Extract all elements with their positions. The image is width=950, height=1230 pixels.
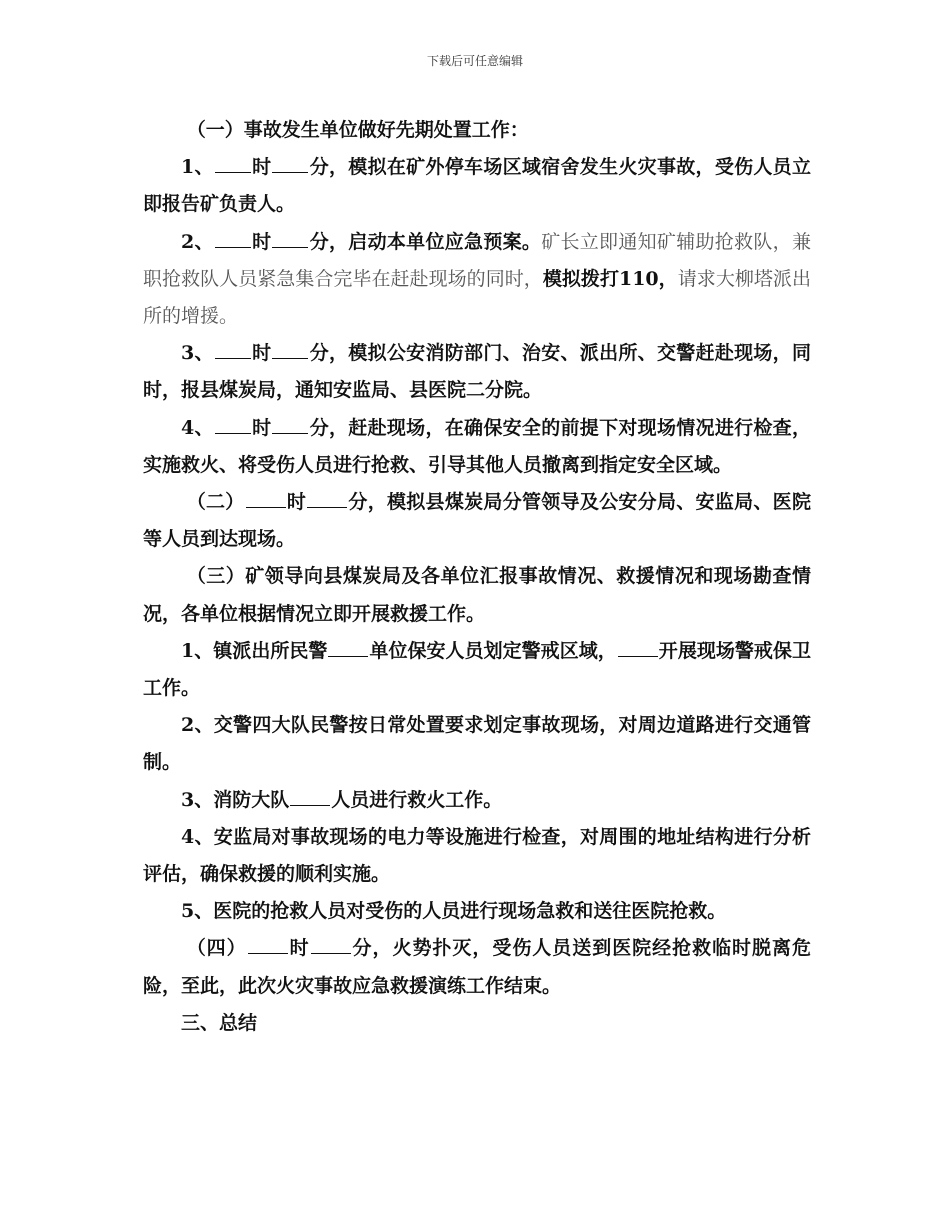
item-1-1 xyxy=(143,149,811,223)
text-segment: 1、 xyxy=(181,156,214,179)
blank-line xyxy=(246,489,286,508)
text-segment: 单位保安人员划定警戒区域， xyxy=(369,639,617,662)
text-segment: 时 xyxy=(288,937,310,960)
item-3-5 xyxy=(143,893,811,930)
blank-line xyxy=(215,154,251,173)
text-segment: 分，模拟公安消防部门、治安、派出所、交警赶赴现场，同时，报县煤炭局，通知安监局、县医院二分院。 xyxy=(143,342,811,402)
text-segment: 开展现场警戒保卫工作。 xyxy=(143,639,811,700)
text-segment: 分，模拟在矿外停车场区域宿舍发生火灾事故，受伤人员立即报告矿负责人。 xyxy=(143,156,811,216)
blank-line xyxy=(290,787,330,806)
blank-line xyxy=(311,935,351,954)
text-segment: 时 xyxy=(251,342,272,365)
text-segment: 1、镇派出所民警 xyxy=(181,639,328,662)
text-segment: （三）矿领导向县煤炭局及各单位汇报事故情况、救援情况和现场勘查情况，各单位根据情况立即开展救援工作。 xyxy=(143,565,811,625)
blank-line xyxy=(618,638,658,657)
text-segment: 分，启动本单位应急预案。 xyxy=(309,230,542,253)
item-1-4 xyxy=(143,410,811,484)
blank-line xyxy=(328,638,368,657)
section-2 xyxy=(143,484,811,558)
text-segment: 人员进行救火工作。 xyxy=(331,788,503,811)
text-segment: （二） xyxy=(186,491,245,514)
blank-line xyxy=(307,489,347,508)
blank-line xyxy=(215,229,251,248)
text-segment: 5、医院的抢救人员对受伤的人员进行现场急救和送往医院抢救。 xyxy=(181,900,727,923)
text-segment: 模拟拨打110， xyxy=(542,267,678,290)
text-segment: 矿长立即通知矿辅助抢救队，兼职抢救队人员紧急集合完毕在赶赴现场的同时， xyxy=(143,230,811,290)
item-3-1 xyxy=(143,633,811,707)
text-segment: （四） xyxy=(186,937,247,960)
text-segment: 4、安监局对事故现场的电力等设施进行检查，对周围的地址结构进行分析评估，确保救援的顺利实施。 xyxy=(143,825,811,886)
blank-line xyxy=(215,340,251,359)
section-3 xyxy=(143,558,811,632)
text-segment: 分，模拟县煤炭局分管领导及公安分局、安监局、医院等人员到达现场。 xyxy=(143,491,811,551)
item-3-4 xyxy=(143,819,811,893)
item-3-2 xyxy=(143,707,811,781)
text-segment: 时 xyxy=(251,416,272,439)
item-3-3 xyxy=(143,782,811,819)
text-segment: 时 xyxy=(251,230,272,253)
section-summary-heading xyxy=(143,1005,811,1042)
text-segment: 请求大柳塔派出所的增援。 xyxy=(143,267,811,328)
section-4 xyxy=(143,930,811,1004)
text-segment: 4、 xyxy=(181,416,214,439)
blank-line xyxy=(272,229,308,248)
text-segment: 分，赶赴现场，在确保安全的前提下对现场情况进行检查，实施救火、将受伤人员进行抢救、引导其他人员撤离到指定安全区域。 xyxy=(143,416,811,476)
text-segment: 三、总结 xyxy=(181,1011,258,1034)
blank-line xyxy=(272,340,308,359)
blank-line xyxy=(272,154,308,173)
blank-line xyxy=(215,415,251,434)
text-segment: 3、消防大队 xyxy=(181,788,290,811)
text-segment: 时 xyxy=(286,491,307,514)
text-segment: 分，火势扑灭，受伤人员送到医院经抢救临时脱离危险，至此，此次火灾事故应急救援演练工作结束。 xyxy=(143,937,811,997)
blank-line xyxy=(272,415,308,434)
text-segment: 3、 xyxy=(181,342,214,365)
text-segment: （一）事故发生单位做好先期处置工作： xyxy=(186,119,529,141)
text-segment: 时 xyxy=(251,156,272,179)
item-1-3 xyxy=(143,335,811,409)
text-segment: 2、交警四大队民警按日常处置要求划定事故现场，对周边道路进行交通管制。 xyxy=(143,714,811,774)
item-1-2 xyxy=(143,224,811,336)
blank-line xyxy=(248,935,288,954)
text-segment: 2、 xyxy=(181,230,214,253)
page-header: 下载后可任意编辑 xyxy=(426,54,523,68)
document-body xyxy=(143,112,811,1042)
section-1-heading xyxy=(143,112,811,149)
